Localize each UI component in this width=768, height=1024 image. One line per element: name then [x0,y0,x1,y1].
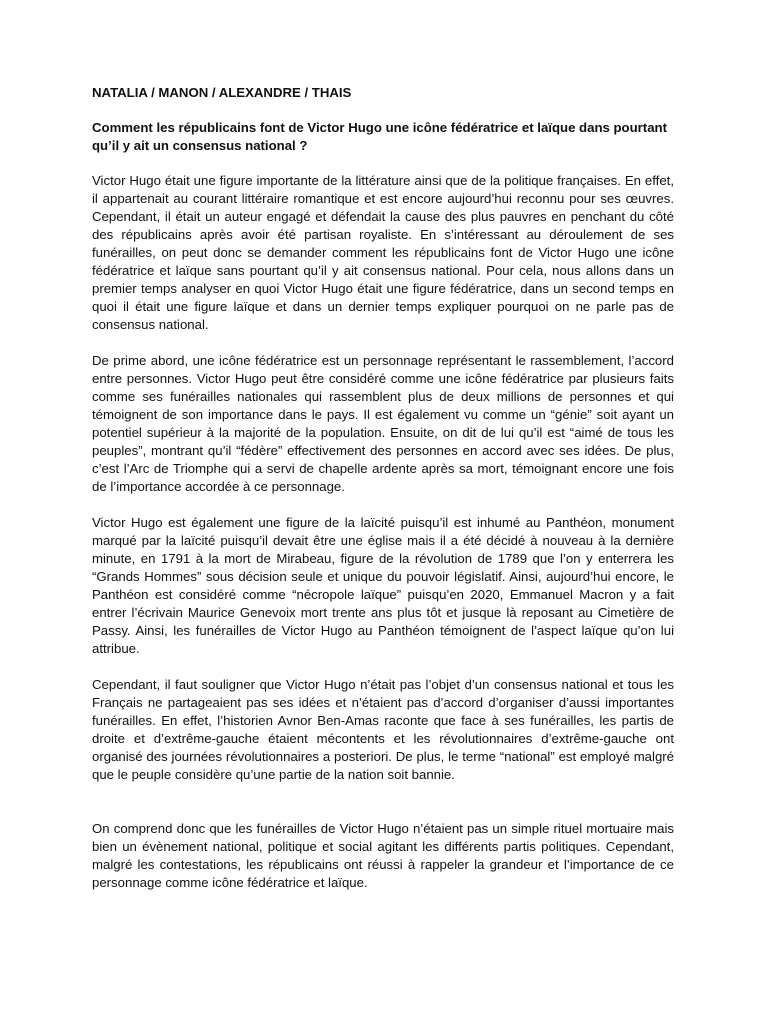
no-consensus-paragraph: Cependant, il faut souligner que Victor Hugo n’était pas l’objet d’un consensus national et tous les Français ne partageaient pas ses idées et n’étaient pas d’accord d’organiser d’aussi importantes funérailles. En effet, l’historien Avnor Ben-Amas raconte que face à ses funérailles, les partis de droite et d’extrême-gauche étaient mécontents et les révolutionnaires d’extrême-gauche ont organisé des journées révolutionnaires a posteriori. De plus, le terme “national” est employé malgré que le peuple considère qu’une partie de la nation soit bannie. [92,677,674,782]
problem-question: Comment les républicains font de Victor Hugo une icône fédératrice et laïque dans pourtant qu’il y ait un consensus national ? [92,120,667,153]
laicite-paragraph: Victor Hugo est également une figure de la laïcité puisqu’il est inhumé au Panthéon, monument marqué par la laïcité puisqu’il devait être une église mais il a été décidé à nouveau à la dernière minute, en 1791 à la mort de Mirabeau, figure de la révolution de 1789 que l’on y enterrera les “Grands Hommes” sous décision seule et unique du pouvoir législatif. Ainsi, aujourd’hui encore, le Panthéon est considéré comme “nécropole laïque” puisqu’en 2020, Emmanuel Macron y a fait entrer l’écrivain Maurice Genevoix mort trente ans plus tôt et jusque là reposant au Cimetière de Passy. Ainsi, les funérailles de Victor Hugo au Panthéon témoignent de l’aspect laïque qu’on lui attribue. [92,515,674,656]
document-page [92,84,674,910]
federative-icon-paragraph: De prime abord, une icône fédératrice est un personnage représentant le rassemblement, l’accord entre personnes. Victor Hugo peut être considéré comme une icône fédératrice par plusieurs faits comme ses funérailles nationales qui rassemblent plus de deux millions de personnes et qui témoignent de son importance dans le pays. Il est également vu comme un “génie” soit ayant un potentiel supérieur à la majorité de la population. Ensuite, on dit de lui qu’il est “aimé de tous les peuples”, montrant qu’il “fédère” effectivement des personnes en accord avec ses idées. De plus, c’est l’Arc de Triomphe qui a servi de chapelle ardente après sa mort, témoignant encore une fois de l’importance accordée à ce personnage. [92,353,674,494]
introduction-paragraph: Victor Hugo était une figure importante de la littérature ainsi que de la politique françaises. En effet, il appartenait au courant littéraire romantique et est encore aujourd’hui reconnu pour ses œuvres. Cependant, il était un auteur engagé et défendait la cause des plus pauvres en penchant du côté des républicains après avoir été partisan royaliste. En s’intéressant au déroulement de ses funérailles, on peut donc se demander comment les républicains font de Victor Hugo une icône fédératrice et laïque sans pourtant qu’il y ait consensus national. Pour cela, nous allons dans un premier temps analyser en quoi Victor Hugo était une figure fédératrice, dans un second temps en quoi il était une figure laïque et dans un dernier temps expliquer pourquoi on ne parle pas de consensus national. [92,173,674,332]
authors-line: NATALIA / MANON / ALEXANDRE / THAIS [92,85,352,100]
conclusion-paragraph: On comprend donc que les funérailles de Victor Hugo n’étaient pas un simple rituel mortuaire mais bien un évènement national, politique et social agitant les différents partis politiques. Cependant, malgré les contestations, les républicains ont réussi à rappeler la grandeur et l’importance de ce personnage comme icône fédératrice et laïque. [92,821,674,890]
